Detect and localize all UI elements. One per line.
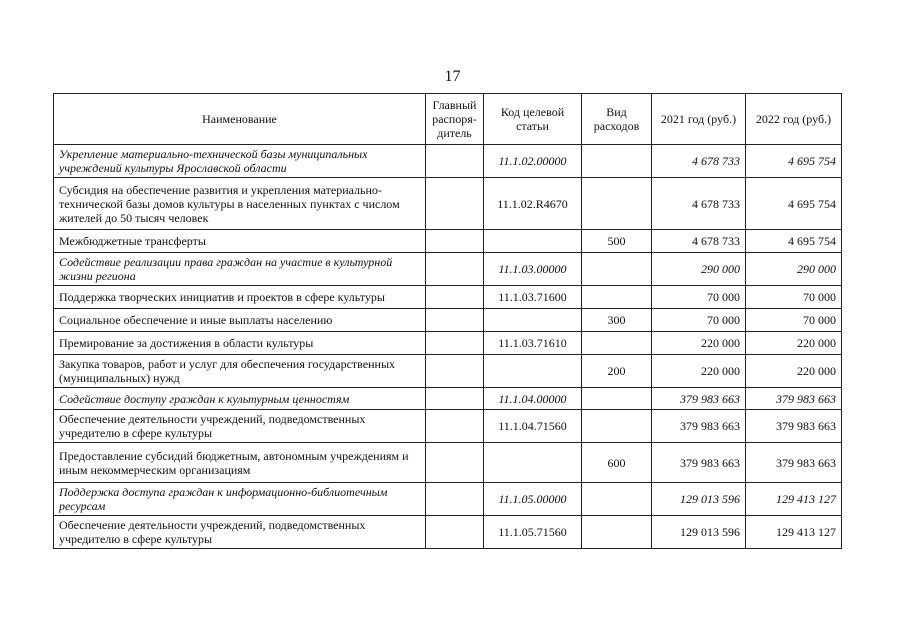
cell-kind: [582, 332, 652, 355]
cell-kind: [582, 145, 652, 178]
cell-manager: [426, 253, 484, 286]
cell-2021: 70 000: [652, 309, 746, 332]
header-2022: 2022 год (руб.): [746, 94, 842, 145]
cell-2021: 379 983 663: [652, 388, 746, 410]
cell-code: 11.1.03.00000: [484, 253, 582, 286]
cell-name: Обеспечение деятельности учреждений, подведомственных учредителю в сфере культуры: [54, 410, 426, 443]
cell-2022: 70 000: [746, 309, 842, 332]
cell-name: Поддержка творческих инициатив и проектов в сфере культуры: [54, 286, 426, 309]
cell-manager: [426, 309, 484, 332]
table-row: [54, 410, 842, 443]
cell-name: Содействие доступу граждан к культурным ценностям: [54, 388, 426, 410]
cell-code: 11.1.03.71610: [484, 332, 582, 355]
cell-2021: 4 678 733: [652, 178, 746, 230]
cell-code: [484, 355, 582, 388]
cell-code: 11.1.04.00000: [484, 388, 582, 410]
cell-manager: [426, 332, 484, 355]
cell-2021: 4 678 733: [652, 230, 746, 253]
cell-name: Обеспечение деятельности учреждений, подведомственных учредителю в сфере культуры: [54, 516, 426, 549]
header-kind: Вид расходов: [582, 94, 652, 145]
table-row: [54, 286, 842, 309]
cell-code: [484, 443, 582, 483]
cell-name: Закупка товаров, работ и услуг для обеспечения государственных (муниципальных) нужд: [54, 355, 426, 388]
table-row: [54, 516, 842, 549]
cell-2021: 4 678 733: [652, 145, 746, 178]
cell-manager: [426, 355, 484, 388]
cell-code: 11.1.05.00000: [484, 483, 582, 516]
cell-code: 11.1.02.R4670: [484, 178, 582, 230]
cell-2022: 70 000: [746, 286, 842, 309]
cell-kind: [582, 410, 652, 443]
cell-2022: 379 983 663: [746, 388, 842, 410]
cell-2021: 70 000: [652, 286, 746, 309]
cell-code: 11.1.04.71560: [484, 410, 582, 443]
table-row: [54, 230, 842, 253]
table-row: [54, 332, 842, 355]
cell-manager: [426, 388, 484, 410]
cell-manager: [426, 516, 484, 549]
table-row: [54, 145, 842, 178]
cell-kind: [582, 483, 652, 516]
cell-code: [484, 309, 582, 332]
cell-manager: [426, 483, 484, 516]
cell-manager: [426, 145, 484, 178]
cell-manager: [426, 178, 484, 230]
cell-2021: 220 000: [652, 332, 746, 355]
table-row: [54, 253, 842, 286]
cell-kind: 300: [582, 309, 652, 332]
page-number: 17: [444, 68, 461, 85]
cell-2022: 220 000: [746, 355, 842, 388]
cell-name: Укрепление материально-технической базы муниципальных учреждений культуры Ярославской области: [54, 145, 426, 178]
cell-kind: 500: [582, 230, 652, 253]
cell-name: Субсидия на обеспечение развития и укрепления материально-технической базы домов культуры в населенных пунктах с числом жителей до 50 тысяч человек: [54, 178, 426, 230]
cell-kind: [582, 286, 652, 309]
cell-2022: 129 413 127: [746, 516, 842, 549]
cell-2022: 129 413 127: [746, 483, 842, 516]
cell-code: 11.1.02.00000: [484, 145, 582, 178]
cell-2022: 4 695 754: [746, 230, 842, 253]
cell-manager: [426, 286, 484, 309]
cell-2022: 4 695 754: [746, 178, 842, 230]
header-name: Наименование: [54, 94, 426, 145]
cell-2022: 290 000: [746, 253, 842, 286]
table-body: [54, 145, 842, 549]
cell-name: Премирование за достижения в области культуры: [54, 332, 426, 355]
cell-name: Межбюджетные трансферты: [54, 230, 426, 253]
table-row: [54, 443, 842, 483]
header-2021: 2021 год (руб.): [652, 94, 746, 145]
cell-2022: 220 000: [746, 332, 842, 355]
cell-2021: 129 013 596: [652, 483, 746, 516]
cell-kind: [582, 388, 652, 410]
cell-code: 11.1.05.71560: [484, 516, 582, 549]
cell-2022: 4 695 754: [746, 145, 842, 178]
cell-kind: [582, 178, 652, 230]
cell-name: Поддержка доступа граждан к информационно-библиотечным ресурсам: [54, 483, 426, 516]
cell-manager: [426, 443, 484, 483]
cell-kind: [582, 253, 652, 286]
cell-manager: [426, 410, 484, 443]
cell-2021: 220 000: [652, 355, 746, 388]
table-row: [54, 388, 842, 410]
header-code: Код целевой статьи: [484, 94, 582, 145]
cell-2022: 379 983 663: [746, 410, 842, 443]
cell-kind: 200: [582, 355, 652, 388]
cell-2021: 290 000: [652, 253, 746, 286]
cell-name: Социальное обеспечение и иные выплаты населению: [54, 309, 426, 332]
header-manager: Главный распоря-дитель: [426, 94, 484, 145]
cell-code: [484, 230, 582, 253]
cell-manager: [426, 230, 484, 253]
table-row: [54, 355, 842, 388]
cell-2021: 379 983 663: [652, 410, 746, 443]
cell-kind: 600: [582, 443, 652, 483]
table-row: [54, 483, 842, 516]
cell-kind: [582, 516, 652, 549]
table-row: [54, 309, 842, 332]
cell-2021: 379 983 663: [652, 443, 746, 483]
table-header: [54, 94, 842, 145]
table-row: [54, 178, 842, 230]
cell-2022: 379 983 663: [746, 443, 842, 483]
header-row: [54, 94, 842, 145]
cell-2021: 129 013 596: [652, 516, 746, 549]
cell-code: 11.1.03.71600: [484, 286, 582, 309]
budget-table: [53, 93, 842, 549]
cell-name: Предоставление субсидий бюджетным, автономным учреждениям и иным некоммерческим организациям: [54, 443, 426, 483]
cell-name: Содействие реализации права граждан на участие в культурной жизни региона: [54, 253, 426, 286]
